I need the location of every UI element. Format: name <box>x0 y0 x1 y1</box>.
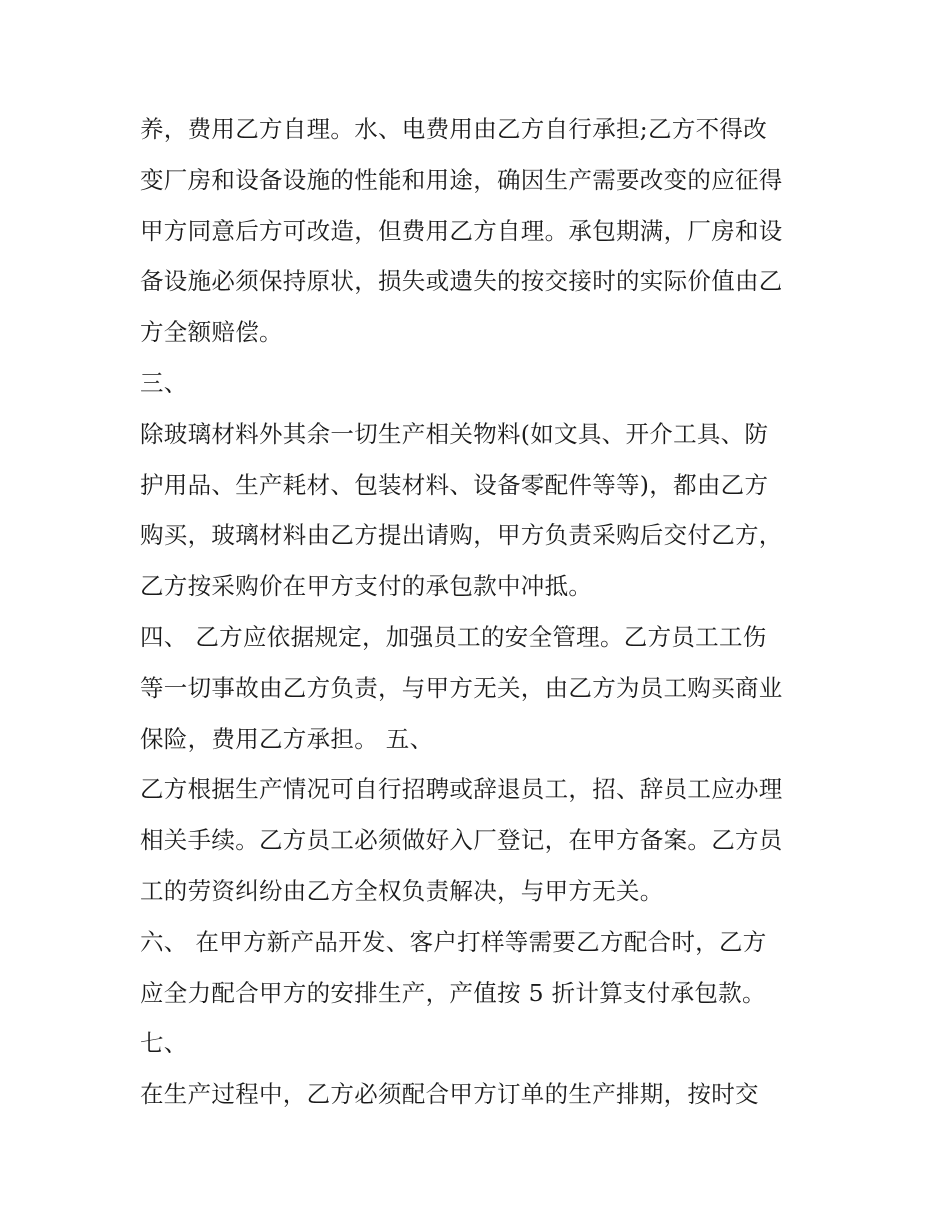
section-4-line: 四、 乙方应依据规定，加强员工的安全管理。乙方员工工伤 <box>140 622 767 651</box>
text-line: 变厂房和设备设施的性能和用途，确因生产需要改变的应征得 <box>140 165 783 194</box>
section-6-line: 六、 在甲方新产品开发、客户打样等需要乙方配合时，乙方 <box>140 927 767 956</box>
text-line: 乙方按采购价在甲方支付的承包款中冲抵。 <box>140 572 593 601</box>
text-line: 护用品、生产耗材、包装材料、设备零配件等等)，都由乙方 <box>140 470 769 499</box>
text-line: 工的劳资纠纷由乙方全权负责解决，与甲方无关。 <box>140 876 664 905</box>
section-heading-7: 七、 <box>140 1029 188 1058</box>
text-line: 相关手续。乙方员工必须做好入厂登记，在甲方备案。乙方员 <box>140 826 783 855</box>
text-line: 等一切事故由乙方负责，与甲方无关，由乙方为员工购买商业 <box>140 673 783 702</box>
text-line: 养，费用乙方自理。水、电费用由乙方自行承担;乙方不得改 <box>140 115 768 143</box>
document-body <box>140 104 820 1120</box>
text-line: 方全额赔偿。 <box>140 318 283 347</box>
section-heading-3: 三、 <box>140 368 188 397</box>
text-line: 除玻璃材料外其余一切生产相关物料(如文具、开介工具、防 <box>140 419 769 448</box>
text-line: 保险，费用乙方承担。 五、 <box>140 724 434 753</box>
text-line: 备设施必须保持原状，损失或遗失的按交接时的实际价值由乙 <box>140 267 783 296</box>
text-line: 甲方同意后方可改造，但费用乙方自理。承包期满，厂房和设 <box>140 216 783 245</box>
text-line: 乙方根据生产情况可自行招聘或辞退员工，招、辞员工应办理 <box>140 775 783 804</box>
text-line: 应全力配合甲方的安排生产，产值按 5 折计算支付承包款。 <box>140 978 766 1007</box>
text-line: 购买，玻璃材料由乙方提出请购，甲方负责采购后交付乙方， <box>140 521 783 550</box>
text-line: 在生产过程中，乙方必须配合甲方订单的生产排期，按时交 <box>140 1080 759 1109</box>
